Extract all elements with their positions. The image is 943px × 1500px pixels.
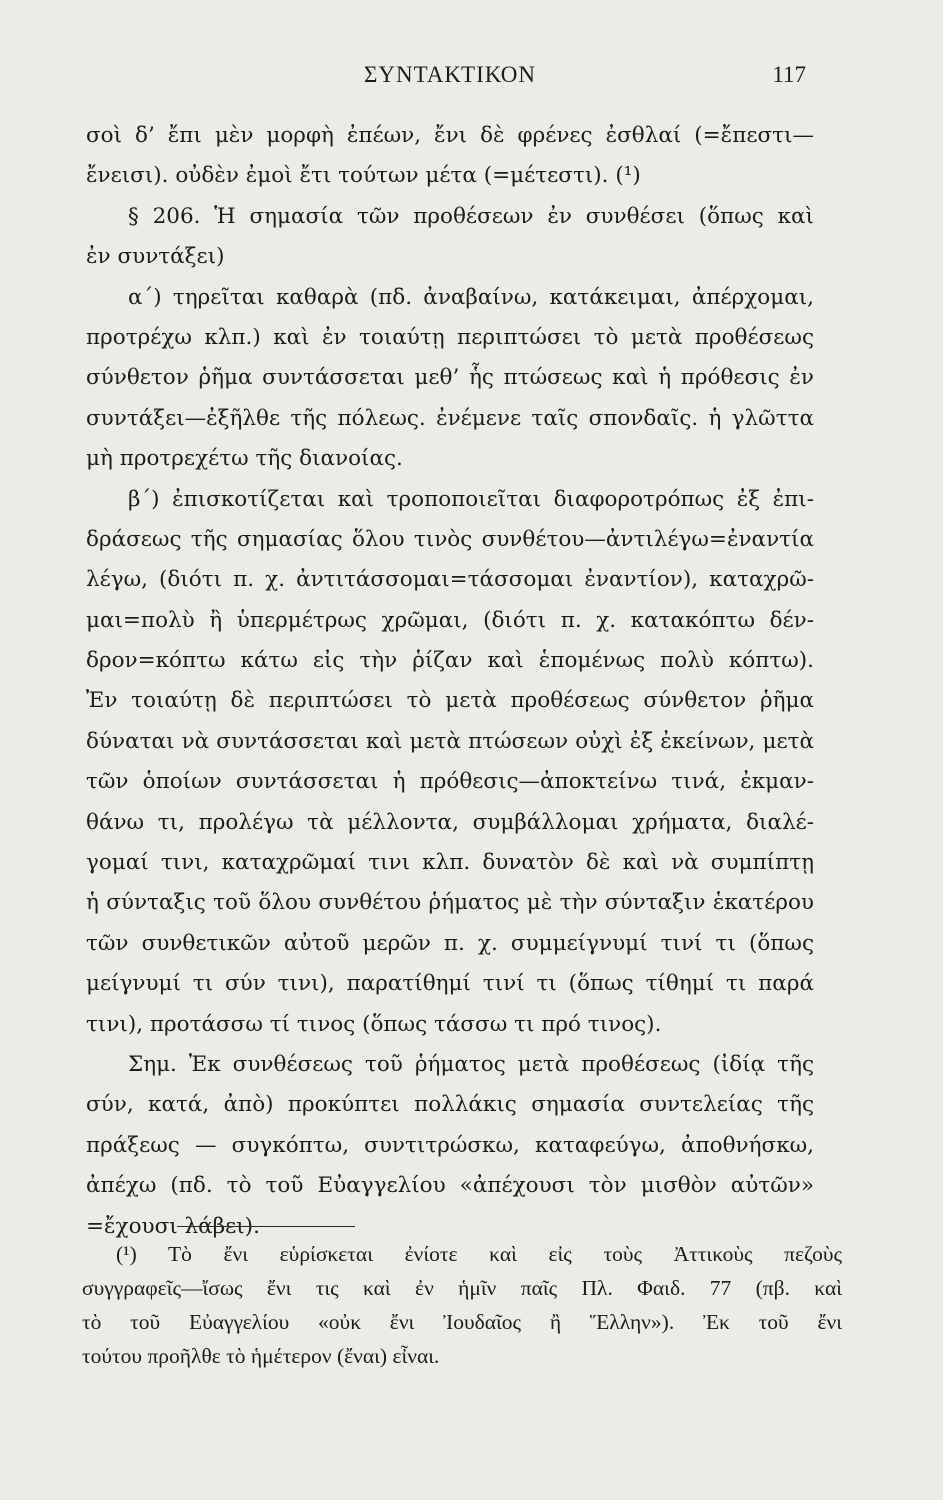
- text-line: α΄) τηρεῖται καθαρὰ (πδ. ἀναβαίνω, κατάκειμαι, ἀπέρχομαι,: [128, 284, 814, 310]
- body-text: [86, 116, 814, 1247]
- page-number: 117: [772, 62, 806, 87]
- text-line: γομαί τινι, καταχρῶμαί τινι κλπ. δυνατὸν δὲ καὶ νὰ συμπίπτῃ: [86, 850, 814, 876]
- footnote-divider: [177, 1226, 355, 1227]
- text-line: Ἐν τοιαύτῃ δὲ περιπτώσει τὸ μετὰ προθέσεως σύνθετον ῥῆμα: [86, 688, 814, 714]
- running-title: ΣΥΝΤΑΚΤΙΚΟΝ: [364, 62, 536, 87]
- text-line: τῶν ὁποίων συντάσσεται ἡ πρόθεσις—ἀποκτείνω τινά, ἐκμαν-: [86, 769, 814, 795]
- text-line: δράσεως τῆς σημασίας ὅλου τινὸς συνθέτου—ἀντιλέγω=ἐναντία: [86, 526, 814, 552]
- text-line: μείγνυμί τι σύν τινι), παρατίθημί τινί τι (ὅπως τίθημί τι παρά: [86, 971, 814, 997]
- note-line: σύν, κατά, ἀπὸ) προκύπτει πολλάκις σημασία συντελείας τῆς: [86, 1092, 814, 1118]
- footnote-line: τὸ τοῦ Εὐαγγελίου «οὐκ ἔνι Ἰουδαῖος ἢ Ἕλλην»). Ἐκ τοῦ ἔνι: [82, 1310, 842, 1334]
- text-line: θάνω τι, προλέγω τὰ μέλλοντα, συμβάλλομαι χρήματα, διαλέ-: [86, 809, 814, 835]
- footnote-line: συγγραφεῖς—ἴσως ἔνι τις καὶ ἐν ἡμῖν παῖς Πλ. Φαιδ. 77 (πβ. καὶ: [82, 1276, 842, 1300]
- text-line: ἔνεισι). οὐδὲν ἐμοὶ ἔτι τούτων μέτα (=μέτεστι). (¹): [86, 163, 641, 189]
- text-line: ἐν συντάξει): [86, 244, 225, 270]
- note-line: ἀπέχω (πδ. τὸ τοῦ Εὐαγγελίου «ἀπέχουσι τὸν μισθὸν αὐτῶν»: [86, 1173, 814, 1199]
- text-line: τινι), προτάσσω τί τινος (ὅπως τάσσω τι πρό τινος).: [86, 1011, 662, 1037]
- note-line: Σημ. Ἐκ συνθέσεως τοῦ ῥήματος μετὰ προθέσεως (ἰδίᾳ τῆς: [128, 1051, 814, 1077]
- text-line: σοὶ δ’ ἔπι μὲν μορφὴ ἐπέων, ἔνι δὲ φρένες ἐσθλαί (=ἔπεστι—: [86, 123, 814, 148]
- note-line: =ἔχουσι λάβει).: [86, 1213, 260, 1239]
- text-line: τῶν συνθετικῶν αὐτοῦ μερῶν π. χ. συμμείγνυμί τινί τι (ὅπως: [86, 930, 814, 956]
- note-line: πράξεως — συγκόπτω, συντιτρώσκω, καταφεύγω, ἀποθνήσκω,: [86, 1132, 814, 1158]
- page-header: [90, 62, 810, 92]
- footnote-line: (¹) Τὸ ἔνι εὑρίσκεται ἐνίοτε καὶ εἰς τοὺς Ἀττικοὺς πεζοὺς: [116, 1242, 842, 1266]
- text-line: μαι=πολὺ ἢ ὑπερμέτρως χρῶμαι, (διότι π. χ. κατακόπτω δέν-: [86, 607, 814, 633]
- text-line: σύνθετον ῥῆμα συντάσσεται μεθ’ ἧς πτώσεως καὶ ἡ πρόθεσις ἐν: [86, 365, 814, 391]
- text-line: δρον=κόπτω κάτω εἰς τὴν ῥίζαν καὶ ἑπομένως πολὺ κόπτω).: [86, 648, 814, 674]
- text-line: συντάξει—ἐξῆλθε τῆς πόλεως. ἐνέμενε ταῖς σπονδαῖς. ἡ γλῶττα: [86, 405, 814, 431]
- footnotes: [82, 1237, 842, 1373]
- section-heading-line: § 206. Ἡ σημασία τῶν προθέσεων ἐν συνθέσει (ὅπως καὶ: [128, 203, 814, 229]
- text-line: λέγω, (διότι π. χ. ἀντιτάσσομαι=τάσσομαι ἐναντίον), καταχρῶ-: [86, 567, 814, 593]
- text-line: δύναται νὰ συντάσσεται καὶ μετὰ πτώσεων οὐχὶ ἐξ ἐκείνων, μετὰ: [86, 728, 814, 754]
- text-line: β΄) ἐπισκοτίζεται καὶ τροποποιεῖται διαφοροτρόπως ἐξ ἐπι-: [128, 486, 814, 512]
- text-line: ἡ σύνταξις τοῦ ὅλου συνθέτου ῥήματος μὲ τὴν σύνταξιν ἑκατέρου: [86, 890, 814, 916]
- footnote-line: τούτου προῆλθε τὸ ἡμέτερον (ἔναι) εἶναι.: [82, 1344, 440, 1368]
- text-line: προτρέχω κλπ.) καὶ ἐν τοιαύτῃ περιπτώσει τὸ μετὰ προθέσεως: [86, 324, 814, 350]
- text-line: μὴ προτρεχέτω τῆς διανοίας.: [86, 446, 403, 472]
